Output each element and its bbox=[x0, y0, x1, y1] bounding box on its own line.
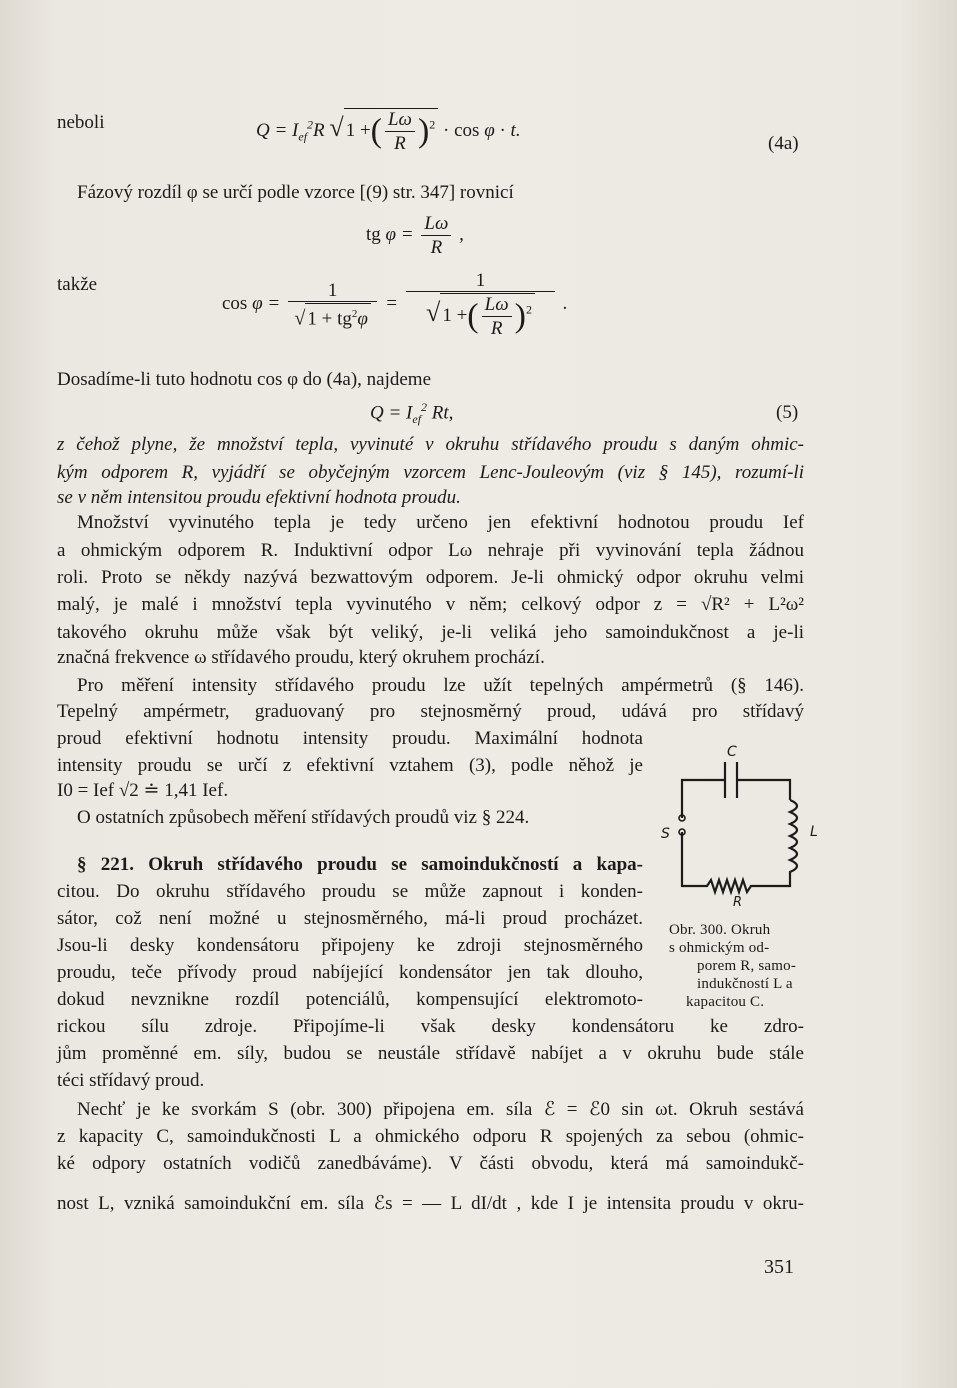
figure-caption-line-3: porem R, samo- bbox=[697, 958, 797, 974]
paragraph-6-line-2: z kapacity C, samoindukčnosti L a ohmického odporu R spojených za sebou (ohmic- bbox=[57, 1126, 804, 1147]
label-r: R bbox=[733, 895, 743, 910]
paragraph-5-line-0: citou. Do okruhu střídavého proudu se může zapnout i konden- bbox=[57, 881, 643, 902]
label-s: S bbox=[661, 826, 670, 842]
circuit-diagram bbox=[655, 740, 825, 910]
equation-cos-phi: cos φ = $\frac{1}{√ 1 + tg^2\varphi}$ = 1 √ 1 +( $\frac{L\omega}{R}$ )$^2$ . bbox=[222, 270, 568, 339]
inductor-coil bbox=[790, 800, 797, 878]
equation-4a: $Q = I_{ef}^2R$ √ 1 +( $\frac{L\omega}{R}$ )$^2$ · cos φ · t. bbox=[256, 109, 521, 154]
figure-caption-line-4: indukčností L a bbox=[697, 976, 793, 992]
paragraph-1-line-2: kým odporem R, vyjádří se obyčejným vzorcem Lenc-Jouleovým (viz § 145), rozumí-li bbox=[57, 462, 804, 483]
figure-caption-line-1: Obr. 300. Okruh bbox=[669, 922, 771, 938]
page-number: 351 bbox=[764, 1256, 794, 1278]
paragraph-1-line-3: se v něm intensitou proudu efektivní hodnota proudu. bbox=[57, 487, 461, 508]
text-fazovy-rozdil: Fázový rozdíl φ se určí podle vzorce [(9) str. 347] rovnicí bbox=[77, 182, 514, 203]
wire-capacitor-left bbox=[682, 780, 725, 818]
paragraph-3-line-4: intensity proudu se určí z efektivní vztahem (3), podle něhož je bbox=[57, 755, 643, 776]
paragraph-5-line-2: Jsou-li desky kondensátoru připojeny ke zdroji stejnosměrného bbox=[57, 935, 643, 956]
paragraph-3-line-3: proud efektivní hodnotu intensity proudu. Maximální hodnota bbox=[57, 728, 643, 749]
word-neboli: neboli bbox=[57, 112, 105, 133]
paragraph-6-line-4: nost L, vzniká samoindukční em. síla ℰs = — L dI/dt , kde I je intensita proudu v okru- bbox=[57, 1193, 804, 1214]
label-l: L bbox=[810, 824, 818, 840]
paragraph-2-line-6: značná frekvence ω střídavého proudu, který okruhem prochází. bbox=[57, 647, 545, 668]
equation-tg-phi: tg φ = $\frac{L\omega}{R}$ , bbox=[366, 213, 464, 258]
label-c: C bbox=[727, 744, 737, 760]
paragraph-2-line-4: malý, je malé i množství tepla vyvinutého v něm; celkový odpor z = √R² + L²ω² bbox=[57, 594, 804, 615]
word-takze: takže bbox=[57, 274, 98, 295]
paragraph-2-line-2: a ohmickým odporem R. Induktivní odpor Lω nehraje při vyvinování tepla žádnou bbox=[57, 540, 804, 561]
paragraph-2-line-3: roli. Proto se někdy nazývá bezwattovým odporem. Je-li ohmický odpor okruhu velmi bbox=[57, 567, 804, 588]
figure-caption-line-5: kapacitou C. bbox=[686, 994, 765, 1010]
equation-number-5: (5) bbox=[776, 402, 799, 423]
paragraph-5-line-5: rickou sílu zdroje. Připojíme-li však desky kondensátoru ke zdro- bbox=[57, 1016, 804, 1037]
paragraph-3-line-1: Pro měření intensity střídavého proudu lze užít tepelných ampérmetrů (§ 146). bbox=[77, 675, 804, 696]
paragraph-4-line-1: O ostatních způsobech měření střídavých proudů viz § 224. bbox=[77, 807, 530, 828]
resistor-zigzag bbox=[682, 832, 790, 892]
paragraph-6-line-1: Nechť je ke svorkám S (obr. 300) připojena em. síla ℰ = ℰ0 sin ωt. Okruh sestává bbox=[77, 1099, 804, 1120]
equation-5: $Q = I_{ef}^2$ Rt, bbox=[370, 400, 454, 427]
paragraph-6-line-3: ké odpory ostatních vodičů zanedbáváme). V části obvodu, která má samoindukč- bbox=[57, 1153, 804, 1174]
equation-number-4a: (4a) bbox=[768, 133, 799, 154]
paragraph-2-line-1: Množství vyvinutého tepla je tedy určeno jen efektivní hodnotou proudu Ief bbox=[77, 512, 804, 533]
paragraph-5-line-7: téci střídavý proud. bbox=[57, 1070, 205, 1091]
paragraph-5-line-3: proudu, teče přívody proud nabíjející kondensátor jen tak dlouho, bbox=[57, 962, 643, 983]
paragraph-2-line-5: takového okruhu může však být veliký, je-li veliká jeho samoindukčnost a je-li bbox=[57, 622, 804, 643]
wire-capacitor-right bbox=[737, 780, 790, 800]
figure-caption-line-2: s ohmickým od- bbox=[669, 940, 770, 956]
paragraph-3-line-2: Tepelný ampérmetr, graduovaný pro stejnosměrný proud, udává pro střídavý bbox=[57, 701, 804, 722]
paragraph-5-line-6: jům proměnné em. síly, budou se neustále střídavě nabíjet a v okruhu bude stále bbox=[57, 1043, 804, 1064]
paragraph-5-line-4: dokud nevznikne rozdíl potenciálů, kompensující elektromoto- bbox=[57, 989, 643, 1010]
paragraph-1-line-1: z čehož plyne, že množství tepla, vyvinuté v okruhu střídavého proudu s daným ohmic- bbox=[57, 434, 804, 455]
section-heading-221: § 221. Okruh střídavého proudu se samoindukčností a kapa- bbox=[77, 854, 643, 875]
text-dosadime: Dosadíme-li tuto hodnotu cos φ do (4a), najdeme bbox=[57, 369, 431, 390]
paragraph-5-line-1: sátor, což není možné u stejnosměrného, má-li proud procházet. bbox=[57, 908, 643, 929]
paragraph-3-line-5: I0 = Ief √2 ≐ 1,41 Ief. bbox=[57, 780, 229, 801]
